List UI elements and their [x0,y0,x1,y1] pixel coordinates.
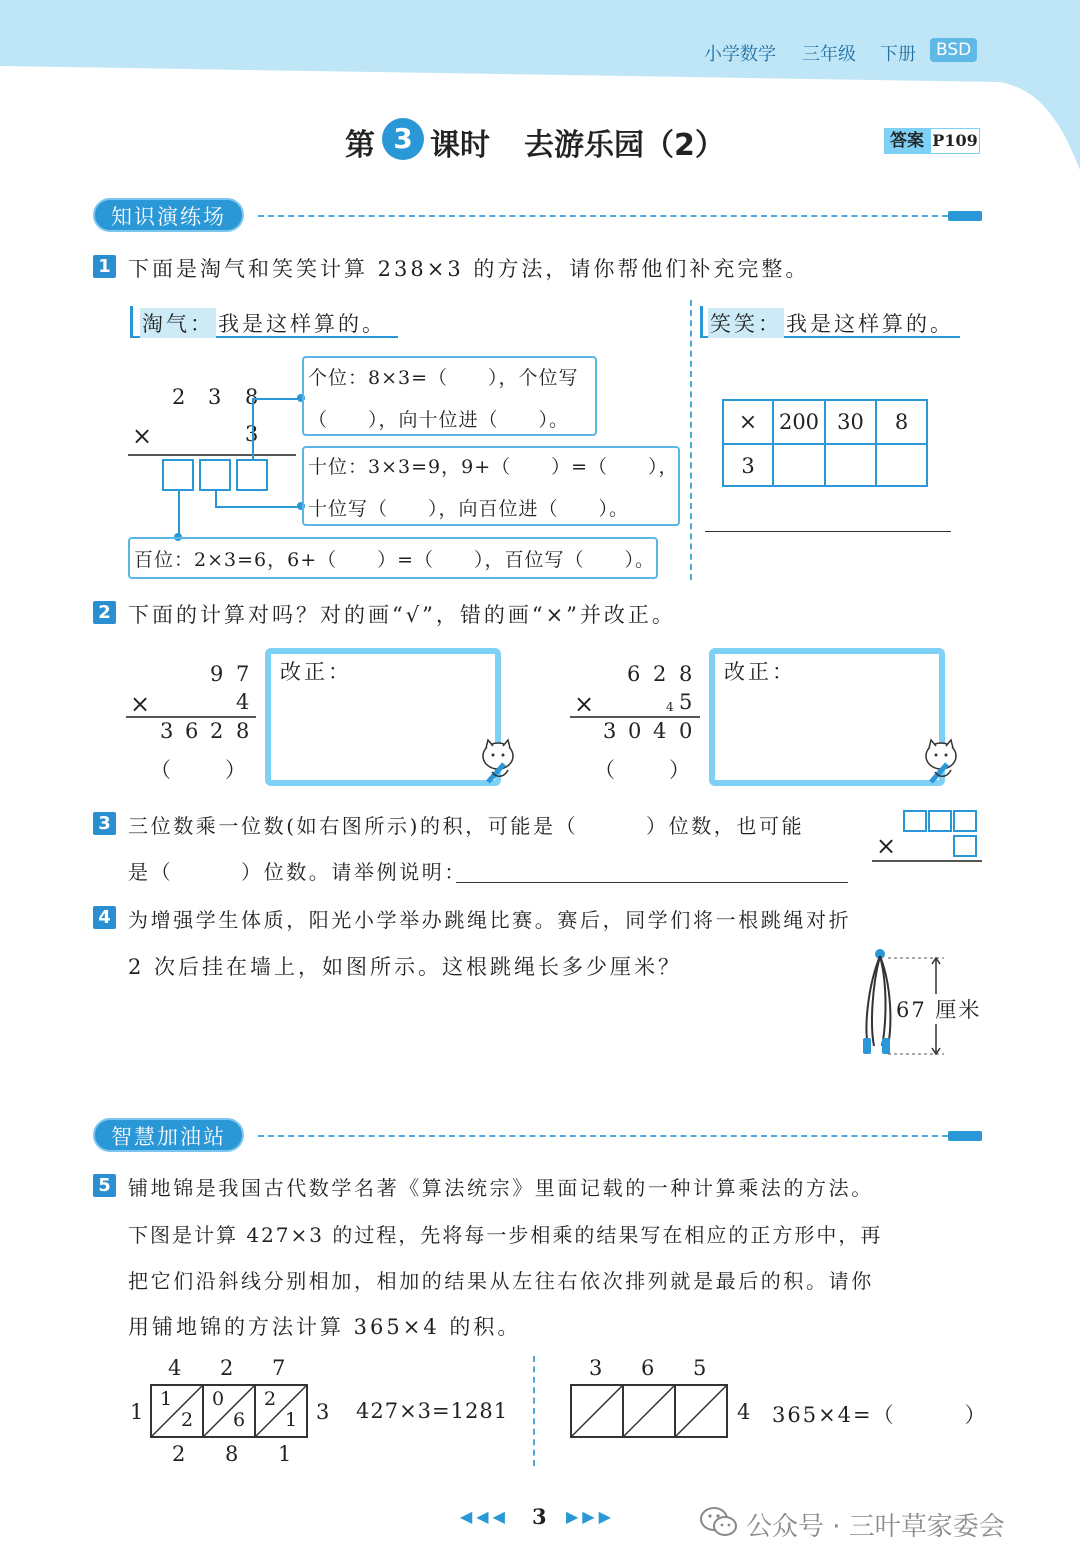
lattice-cell-digit: 2 [181,1409,194,1431]
table-header-cell: 200 [778,410,820,434]
q5-vertical-divider [533,1356,535,1466]
example-equation: 427×3=1281 [356,1399,509,1423]
lattice-task-grid[interactable] [570,1384,728,1438]
lattice-cell-digit: 6 [233,1409,246,1431]
cat-pencil-icon [921,738,961,786]
calc-digit: 3 [160,719,174,743]
lattice-cell-digit: 1 [160,1388,173,1410]
digit-box [953,810,977,832]
connector [215,506,301,508]
digit-box [928,810,952,832]
question-2-number: 2 [93,601,116,624]
prev-arrows-icon: ◀◀◀ [460,1507,509,1526]
cat-pencil-icon [478,738,518,786]
lattice-top-digit: 3 [589,1356,603,1380]
question-1-text: 下面是淘气和笑笑计算 238×3 的方法，请你帮他们补充完整。 [128,257,810,281]
taoqi-said: 我是这样算的。 [218,312,386,336]
watermark-text: 公众号 · 三叶草家委会 [746,1512,1005,1542]
ones-place-line2: （ ），向十位进（ ）。 [308,409,570,431]
connector [252,398,254,459]
answer-box-hundreds[interactable] [162,459,194,491]
table-header-cell: 8 [894,410,909,434]
judge-blank[interactable]: （ ） [150,758,250,782]
question-1-number: 1 [93,255,116,278]
title-suffix: 课时 [430,128,490,163]
xiaoxiao-name: 笑笑： [708,308,784,338]
pencil-icon [948,1131,982,1141]
question-4-number: 4 [93,906,116,929]
lattice-cell-digit: 2 [264,1388,277,1410]
section-divider [258,1135,948,1137]
lattice-right-digit: 3 [316,1400,330,1424]
calc-digit: 8 [236,719,250,743]
answer-label: 答案 [884,128,930,154]
hundreds-place-line: 百位：2×3=6，6+（ ）=（ ），百位写（ ）。 [134,549,656,571]
calc-carry: 4 [666,700,674,714]
question-5-line4: 用铺地锦的方法计算 365×4 的积。 [128,1315,522,1339]
question-5-number: 5 [93,1174,116,1197]
calc-digit: 6 [627,662,641,686]
question-3-number: 3 [93,812,116,835]
connector [215,491,217,507]
header-edition: BSD [930,38,977,62]
calc-digit: 0 [628,719,642,743]
section-knowledge-practice: 知识演练场 [93,198,244,232]
mult-sign: × [876,832,897,860]
calc-sign: × [130,690,151,718]
mult-rule [128,454,296,456]
mult-digit: 2 [172,385,186,409]
lattice-bottom-digit: 8 [225,1442,239,1466]
lattice-top-digit: 2 [220,1356,234,1380]
answer-line[interactable] [456,882,848,883]
correction-label: 改正： [280,660,352,684]
mult-digit: 3 [208,385,222,409]
table-header-cell: × [738,410,758,435]
tens-place-line1: 十位：3×3=9，9+（ ）=（ ）， [308,456,679,478]
calc-digit: 0 [679,719,693,743]
next-arrows-icon: ▶▶▶ [566,1507,615,1526]
section-divider [258,215,948,217]
ones-place-line1: 个位：8×3=（ ），个位写 [308,367,579,389]
calc-rule [126,716,256,718]
table-row-label: 3 [741,454,755,478]
header-volume: 下册 [880,44,916,65]
digit-box [953,835,977,857]
question-4-line2: 2 次后挂在墙上，如图所示。这根跳绳长多少厘米？ [128,955,683,979]
calc-digit: 5 [679,690,693,714]
q1-vertical-divider [690,300,692,580]
lesson-number-badge: 3 [382,118,424,160]
rope-length-label: 67 厘米 [896,994,981,1024]
lattice-cell-digit: 1 [285,1409,298,1431]
calc-digit: 8 [679,662,693,686]
question-3-line1: 三位数乘一位数(如右图所示)的积，可能是（ ）位数，也可能 [128,814,805,838]
pencil-icon [948,211,982,221]
connector [252,398,302,400]
question-4-line1: 为增强学生体质，阳光小学举办跳绳比赛。赛后，同学们将一根跳绳对折 [128,908,852,932]
lattice-right-digit: 4 [737,1400,751,1424]
mult-rule [872,860,982,862]
mult-digit: 8 [245,385,259,409]
question-5-line3: 把它们沿斜线分别相加，相加的结果从左往右依次排列就是最后的积。请你 [128,1269,874,1293]
answer-line[interactable] [705,531,951,532]
section-wisdom-station: 智慧加油站 [93,1118,244,1152]
judge-blank[interactable]: （ ） [594,758,694,782]
calc-digit: 2 [653,662,667,686]
header-subject: 小学数学 [704,44,776,65]
answer-box-ones[interactable] [236,459,268,491]
lattice-bottom-digit: 1 [278,1442,292,1466]
calc-digit: 2 [210,719,224,743]
correction-label: 改正： [724,660,796,684]
calc-digit: 6 [185,719,199,743]
lattice-top-digit: 5 [693,1356,707,1380]
calc-sign: × [574,690,595,718]
lattice-bottom-digit: 2 [172,1442,186,1466]
title-topic: 去游乐园（2） [524,128,725,163]
calc-rule [570,716,700,718]
lattice-top-digit: 6 [641,1356,655,1380]
lattice-top-digit: 4 [168,1356,182,1380]
xiaoxiao-said: 我是这样算的。 [786,312,954,336]
task-equation[interactable]: 365×4=（ ） [772,1403,988,1427]
mult-sign: × [132,422,153,450]
answer-page: P109 [930,128,980,154]
answer-box-tens[interactable] [199,459,231,491]
table-header-cell: 30 [837,410,864,434]
calc-digit: 3 [603,719,617,743]
connector [178,491,180,537]
mult-digit: 3 [245,422,259,446]
header-grade: 三年级 [802,44,856,65]
lattice-left-digit: 1 [130,1400,144,1424]
digit-box [903,810,927,832]
question-5-line2: 下图是计算 427×3 的过程，先将每一步相乘的结果写在相应的正方形中，再 [128,1223,883,1247]
question-5-line1: 铺地锦是我国古代数学名著《算法统宗》里面记载的一种计算乘法的方法。 [128,1176,874,1200]
taoqi-name: 淘气： [140,308,216,338]
lattice-top-digit: 7 [272,1356,286,1380]
table-gridline [722,443,928,445]
calc-digit: 7 [236,662,250,686]
page-number: 3 [532,1504,547,1529]
wechat-icon [700,1506,738,1538]
title-prefix: 第 [345,128,375,163]
calc-digit: 4 [653,719,667,743]
calc-digit: 4 [236,690,250,714]
question-3-line2: 是（ ）位数。请举例说明： [128,860,467,884]
lattice-cell-digit: 0 [212,1388,225,1410]
calc-digit: 9 [210,662,224,686]
tens-place-line2: 十位写（ ），向百位进（ ）。 [308,498,630,520]
question-2-text: 下面的计算对吗？对的画“√”，错的画“×”并改正。 [128,603,676,627]
